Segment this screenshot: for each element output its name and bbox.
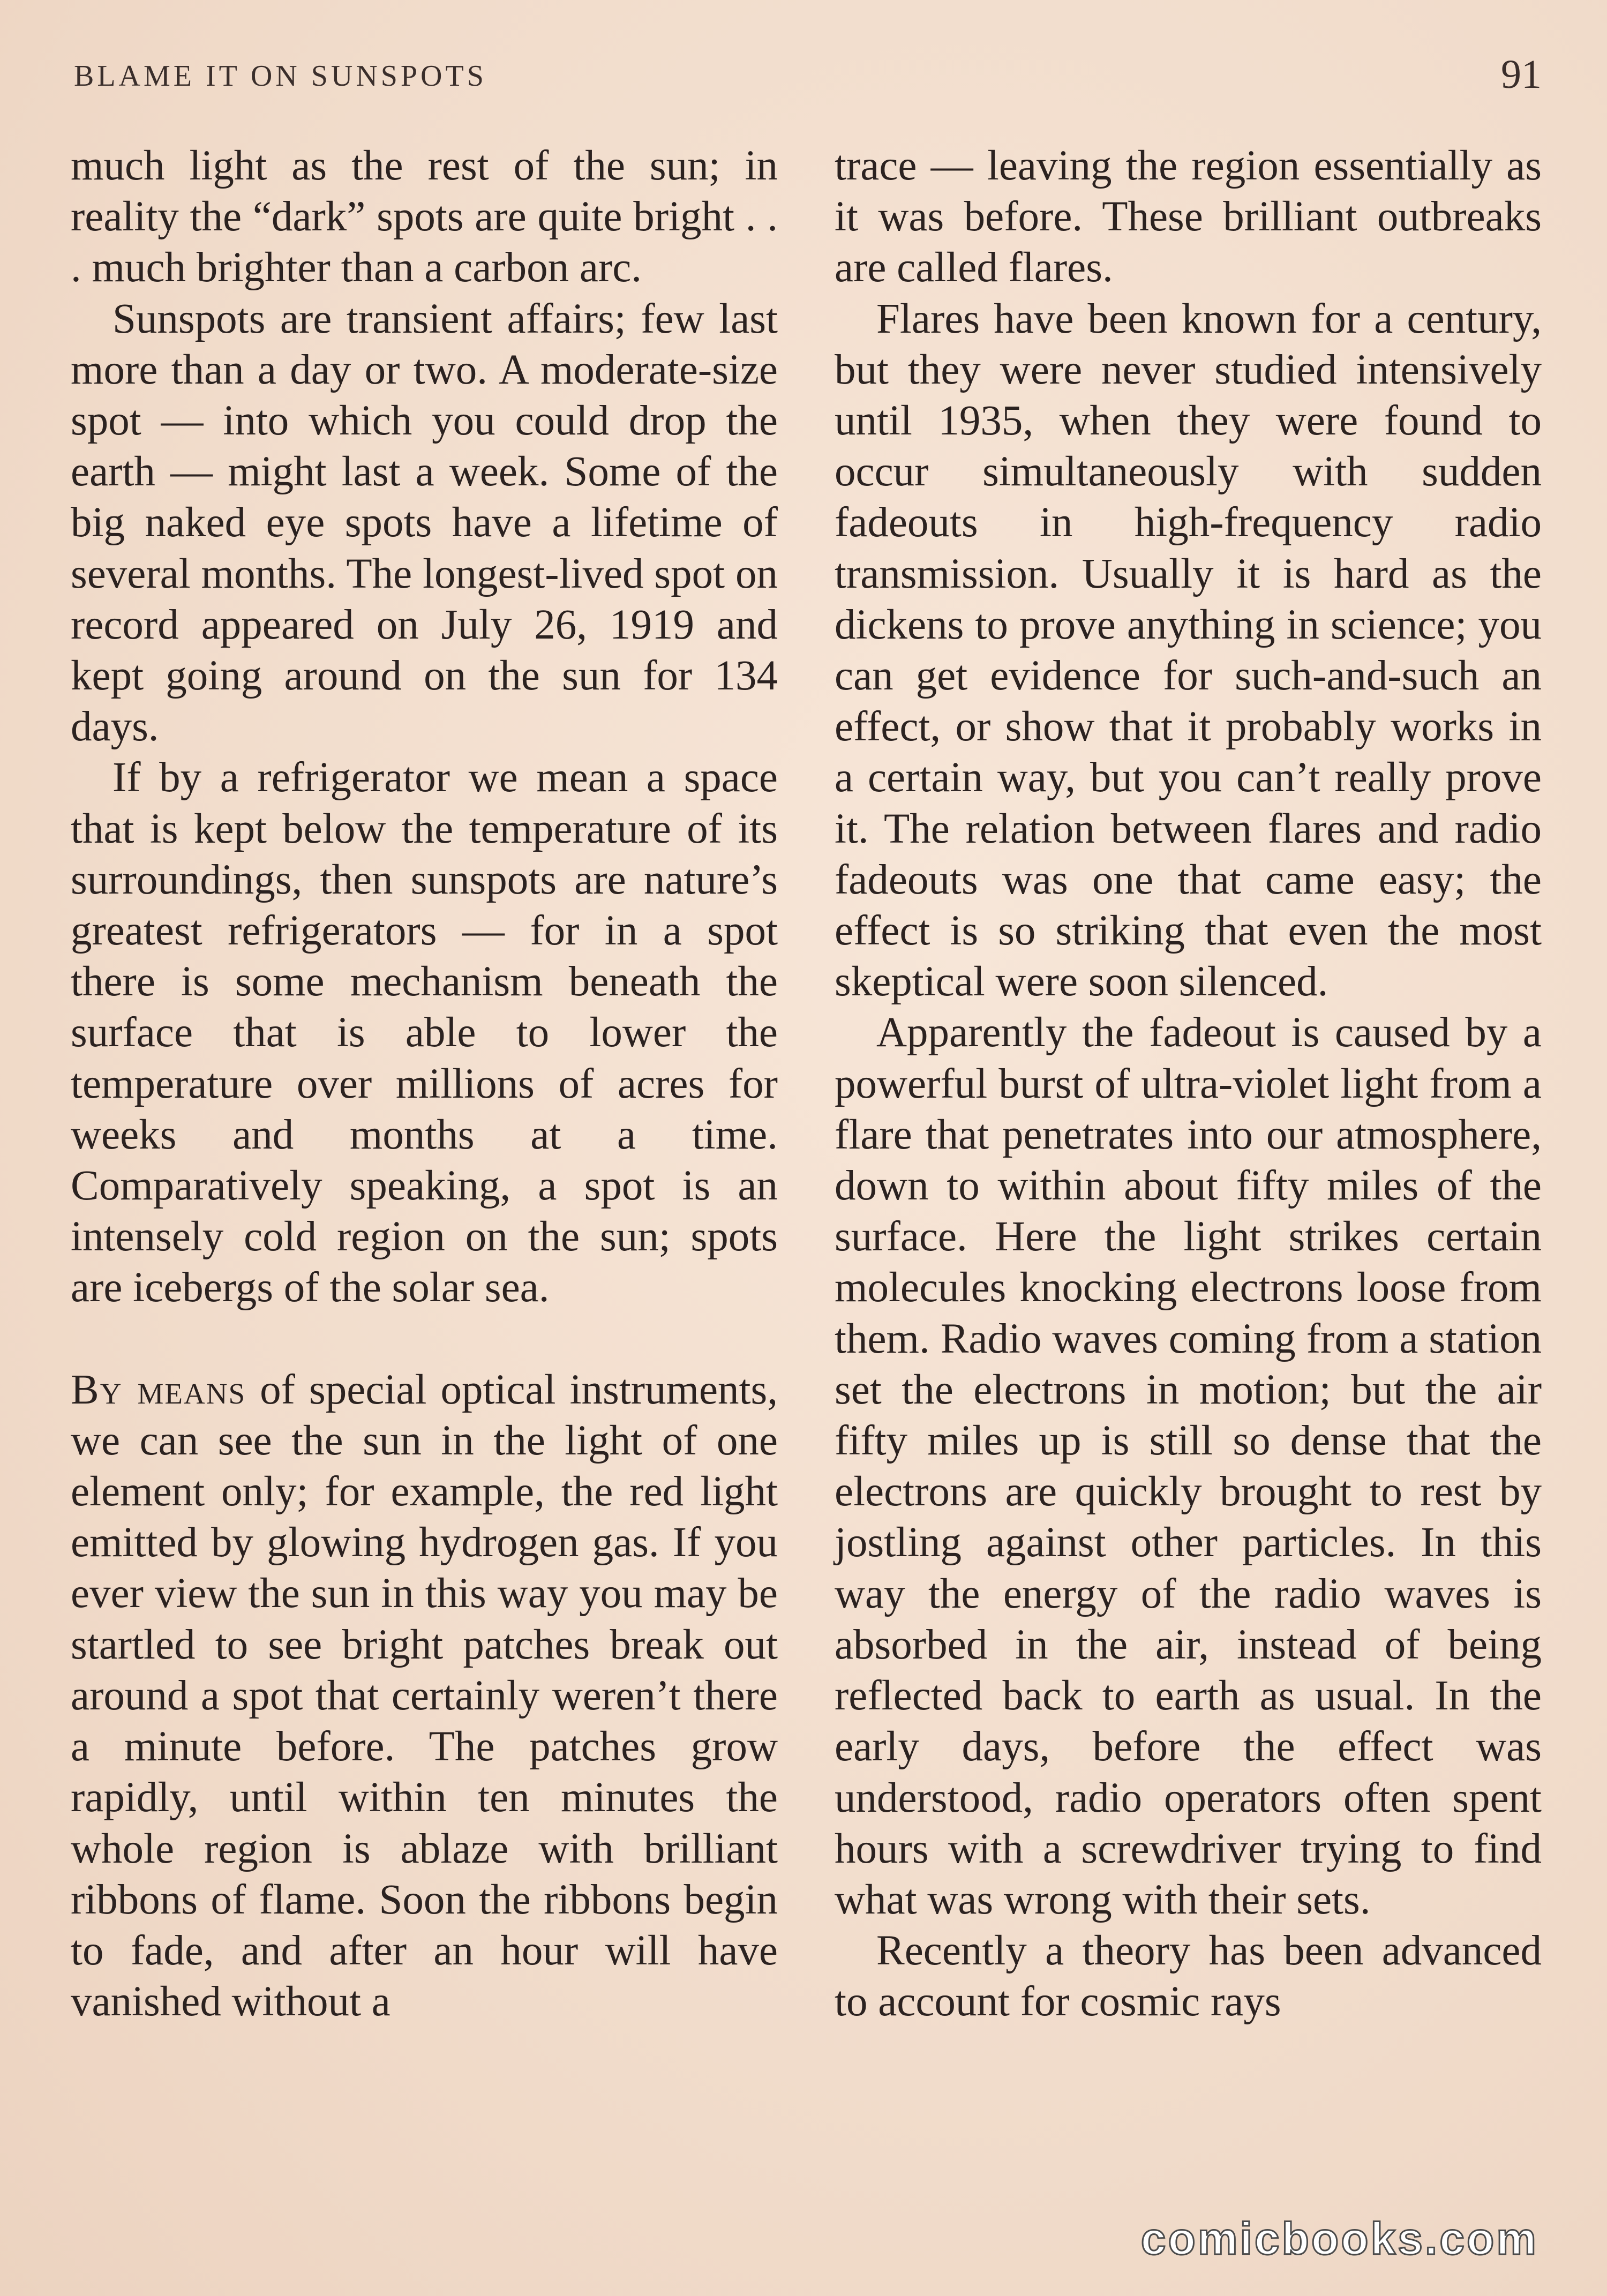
right-paragraph-4: Recently a theory has been advanced to account for cosmic rays [835, 1927, 1542, 2025]
section-lead-in: By means [71, 1366, 246, 1413]
page-number: 91 [1501, 52, 1542, 97]
right-paragraph-3: Apparently the fadeout is caused by a powerful burst of ultra-violet light from a flare that penetrates into our atmosphere, down to within about fifty miles of the surface. Here the light strikes certain molecules knocking electrons loose from them. Radio waves coming from a station set the electrons in motion; but the air fifty miles up is still so dense that the electrons are quickly brought to rest by jostling against other particles. In this way the energy of the radio waves is absorbed in the air, instead of being reflected back to earth as usual. In the early days, before the effect was understood, radio operators often spent hours with a screwdriver trying to find what was wrong with their sets. [835, 1009, 1542, 1923]
left-paragraph-4 [71, 1364, 778, 2028]
right-paragraph-2: Flares have been known for a century, but they were never studied intensively until 1935, when they were found to occur simultaneously with sudden fadeouts in high-frequency radio transmission. Usually it is hard as the dickens to prove anything in science; you can get evidence for such-and-such an effect, or show that it probably works in a certain way, but you can’t really prove it. The relation between flares and radio fadeouts was one that came easy; the effect is so striking that even the most skeptical were soon silenced. [835, 295, 1542, 1006]
left-paragraph-1: much light as the rest of the sun; in reality the “dark” spots are quite bright . . . much brighter than a carbon arc. [71, 142, 778, 291]
right-column [835, 140, 1542, 2028]
running-head: BLAME IT ON SUNSPOTS [74, 59, 487, 93]
left-paragraph-3: If by a refrigerator we mean a space that is kept below the temperature of its surroundings, then sunspots are nature’s greatest refrigerators — for in a spot there is some mechanism beneath the surface that is able to lower the temperature over millions of acres for weeks and months at a time. Comparatively speaking, a spot is an intensely cold region on the sun; spots are icebergs of the solar sea. [71, 754, 778, 1311]
watermark-logo: comicbooks.com [1140, 2214, 1538, 2264]
left-paragraph-4-text: of special optical instruments, we can see the sun in the light of one element only; for example, the red light emitted by glowing hydrogen gas. If you ever view the sun in this way you may be startled to see bright patches break out around a spot that certainly weren’t there a minute before. The patches grow rapidly, until within ten minutes the whole region is ablaze with brilliant ribbons of flame. Soon the ribbons begin to fade, and after an hour will have vanished without a [71, 1366, 778, 2025]
right-paragraph-1: trace — leaving the region essentially as it was before. These brilliant outbreaks are called flares. [835, 142, 1542, 291]
left-paragraph-2: Sunspots are transient affairs; few last more than a day or two. A moderate-size spot — into which you could drop the earth — might last a week. Some of the big naked eye spots have a lifetime of several months. The longest-lived spot on record appeared on July 26, 1919 and kept going around on the sun for 134 days. [71, 295, 778, 751]
left-column [71, 140, 778, 2027]
